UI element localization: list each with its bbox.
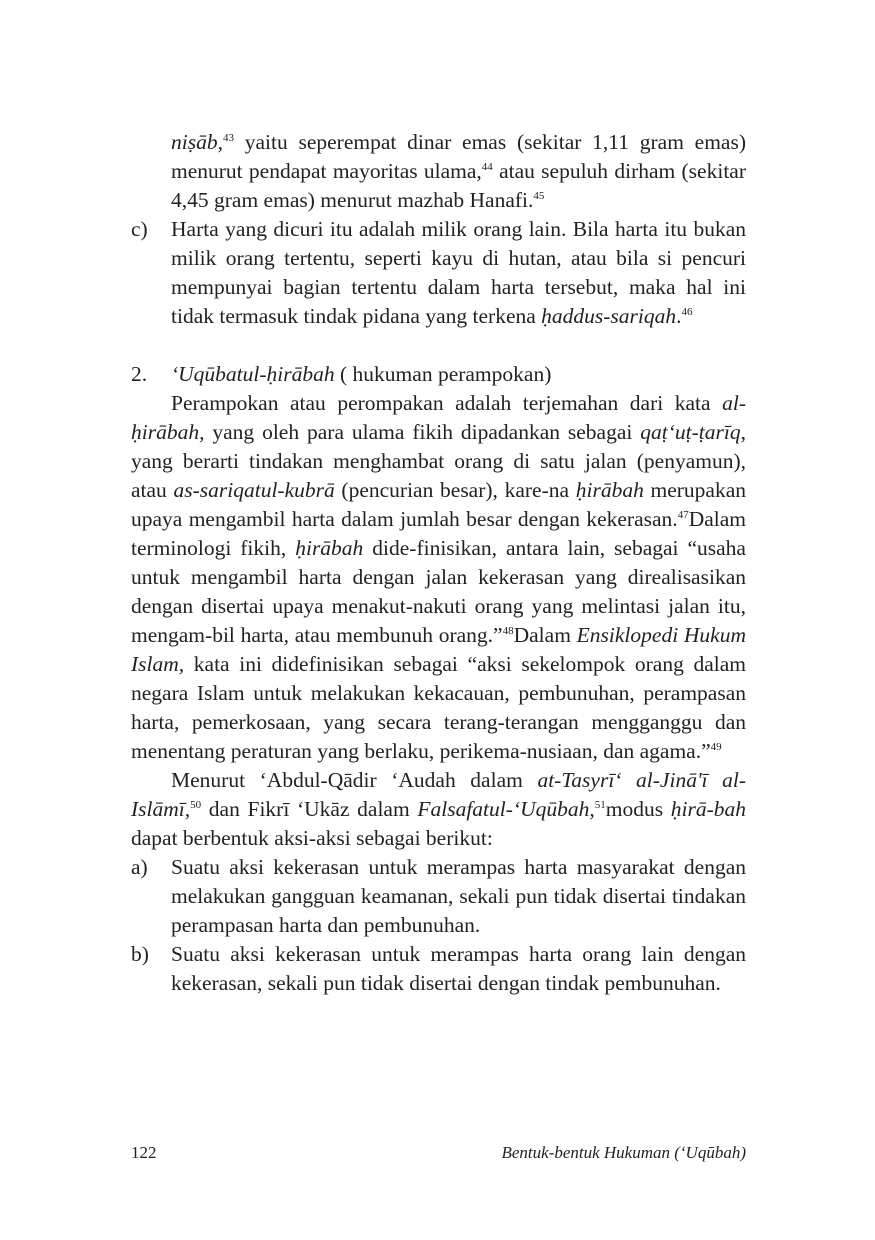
footnote-ref-45[interactable]: 45	[533, 189, 545, 202]
running-title: Bentuk-bentuk Hukuman (ʻUqūbah)	[501, 1143, 746, 1162]
page-number: 122	[131, 1143, 157, 1162]
list-item-c: c) Harta yang dicuri itu adalah milik orang lain. Bila harta itu bukan milik orang tertentu, seperti kayu di hutan, atau bila si pencuri mempunyai bagian tertentu dalam harta tersebut, maka hal ini tidak termasuk tindak pidana yang terkena ḥaddus-sariqah.$^{46}$	[131, 217, 746, 328]
hirabah-definition-paragraph: Perampokan atau perompakan adalah terjemahan dari kata al-ḥirābah, yang oleh para ulama fikih dipadankan sebagai qaṭ‘uṭ-ṭarīq, yang berarti tindakan menghambat orang di satu jalan (penyamun), atau as-sariqatul-kubrā (pencurian besar), kare-na ḥirābah merupakan upaya mengambil harta dalam jumlah besar dengan kekerasan.$^{47}$Dalam terminologi fikih, ḥirābah dide-finisikan, antara lain, sebagai “usaha untuk mengambil harta dengan jalan kekerasan yang direalisasikan dengan disertai upaya menakut-nakuti orang yang melintasi jalan itu, mengam-bil harta, atau membunuh orang.”$^{48}$Dalam Ensiklopedi Hukum Islam, kata ini didefinisikan sebagai “aksi sekelompok orang dalam negara Islam untuk melakukan kekacauan, pembunuhan, perampasan harta, pemerkosaan, yang secara terang-terangan mengganggu dan menentang peraturan yang berlaku, perikema-nusiaan, dan agama.”$^{49}$	[131, 391, 747, 763]
footnote-ref-50[interactable]: 50	[190, 798, 202, 811]
nisab-paragraph: niṣāb,$^{43}$ yaitu seperempat dinar emas (sekitar 1,11 gram emas) menurut pendapat mayoritas ulama,$^{44}$ atau sepuluh dirham (sekitar 4,45 gram emas) menurut mazhab Hanafi.$^{45}$	[171, 130, 746, 212]
section-title-rest: ( hukuman perampokan)	[334, 362, 552, 386]
list-item-b: b) Suatu aksi kekerasan untuk merampas harta orang lain dengan kekerasan, sekali pun tidak disertai dengan tindak pembunuhan.	[131, 942, 746, 995]
section-title-italic: ʻUqūbatul-ḥirābah	[171, 362, 335, 386]
footnote-ref-47[interactable]: 47	[677, 508, 689, 521]
page-body	[131, 128, 746, 998]
footnote-ref-49[interactable]: 49	[710, 740, 722, 753]
section-number: 2.	[131, 362, 148, 386]
footnote-ref-44[interactable]: 44	[481, 160, 493, 173]
list-marker-b: b)	[131, 942, 149, 966]
list-marker-a: a)	[131, 855, 148, 879]
footnote-ref-46[interactable]: 46	[681, 305, 693, 318]
list-marker-c: c)	[131, 217, 148, 241]
footnote-ref-48[interactable]: 48	[502, 624, 514, 637]
section-heading-2	[131, 360, 746, 389]
spacer	[131, 331, 746, 360]
footnote-ref-51[interactable]: 51	[594, 798, 606, 811]
footnote-ref-43[interactable]: 43	[222, 131, 234, 144]
list-item-a: a) Suatu aksi kekerasan untuk merampas harta masyarakat dengan melakukan gangguan keamanan, sekali pun tidak disertai tindakan perampasan harta dan pembunuhan.	[131, 855, 746, 937]
hirabah-forms-paragraph: Menurut ‘Abdul-Qādir ‘Audah dalam at-Tasyrī‘ al-Jinā'ī al-Islāmī,$^{50}$ dan Fikrī ‘Ukāz dalam Falsafatul-ʻUqūbah,$^{51}$modus ḥirā-bah dapat berbentuk aksi-aksi sebagai berikut:	[131, 768, 746, 850]
